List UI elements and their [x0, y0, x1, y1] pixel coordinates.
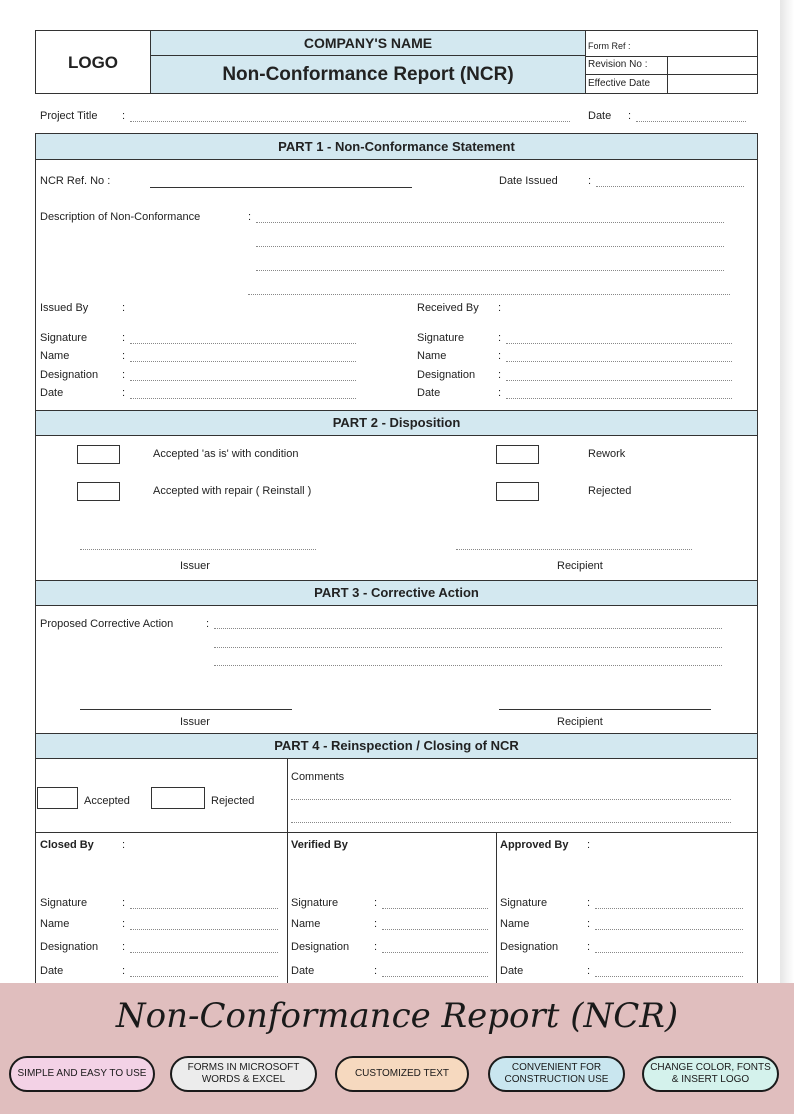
verified-by-designation-field[interactable] — [382, 952, 488, 953]
banner-title: Non-Conformance Report (NCR) — [115, 996, 679, 1036]
effective-date-label: Effective Date — [588, 78, 651, 89]
description-line[interactable] — [256, 270, 724, 271]
page-edge — [780, 0, 794, 1000]
issued-by-label: Issued By — [40, 302, 89, 314]
issuer-date-field[interactable] — [130, 398, 356, 399]
colon: : — [206, 618, 210, 630]
corrective-action-line[interactable] — [214, 628, 722, 629]
colon: : — [498, 387, 502, 399]
date-label: Date — [40, 387, 64, 399]
colon: : — [374, 918, 378, 930]
corrective-action-line[interactable] — [214, 665, 722, 666]
date-label: Date — [291, 965, 315, 977]
issuer-signature-line[interactable] — [80, 549, 316, 550]
feature-pill — [335, 1056, 469, 1092]
accepted-as-is-checkbox[interactable] — [77, 445, 120, 464]
part4-heading: PART 4 - Reinspection / Closing of NCR — [36, 734, 757, 759]
colon: : — [122, 941, 126, 953]
rework-label: Rework — [588, 448, 626, 460]
closed-by-designation-field[interactable] — [130, 952, 278, 953]
ncr-ref-label: NCR Ref. No : — [40, 175, 111, 187]
designation-label: Designation — [500, 941, 559, 953]
pill-text: CHANGE COLOR, FONTS — [650, 1062, 771, 1073]
feature-pill — [170, 1056, 317, 1092]
colon: : — [122, 965, 126, 977]
divider — [585, 30, 586, 94]
feature-pill — [642, 1056, 779, 1092]
pill-text: CUSTOMIZED TEXT — [354, 1068, 450, 1079]
comments-line[interactable] — [291, 799, 731, 800]
colon: : — [122, 387, 126, 399]
verified-by-label: Verified By — [291, 839, 348, 851]
date-label: Date — [417, 387, 441, 399]
colon: : — [122, 332, 126, 344]
pill-text: CONSTRUCTION USE — [504, 1074, 609, 1085]
part1-heading: PART 1 - Non-Conformance Statement — [36, 134, 757, 160]
accepted-with-repair-label: Accepted with repair ( Reinstall ) — [153, 485, 312, 497]
designation-label: Designation — [417, 369, 476, 381]
comments-line[interactable] — [291, 822, 731, 823]
colon: : — [498, 332, 502, 344]
approved-by-designation-field[interactable] — [595, 952, 743, 953]
recipient-designation-field[interactable] — [506, 380, 732, 381]
verified-by-date-field[interactable] — [382, 976, 488, 977]
rejected-label: Rejected — [588, 485, 632, 497]
signature-label: Signature — [417, 332, 465, 344]
name-label: Name — [500, 918, 530, 930]
recipient-label: Recipient — [557, 716, 603, 728]
colon: : — [374, 897, 378, 909]
closed-by-signature-field[interactable] — [130, 908, 278, 909]
pill-text: FORMS IN MICROSOFT — [187, 1062, 300, 1073]
corrective-action-line[interactable] — [214, 647, 722, 648]
recipient-label: Recipient — [557, 560, 603, 572]
recipient-name-field[interactable] — [506, 361, 732, 362]
feature-pill — [488, 1056, 625, 1092]
rejected-checkbox[interactable] — [496, 482, 539, 501]
reinspection-rejected-checkbox[interactable] — [151, 787, 205, 809]
issuer-label: Issuer — [180, 716, 210, 728]
pill-text: SIMPLE AND EASY TO USE — [17, 1068, 147, 1079]
revision-no-label: Revision No : — [588, 59, 648, 70]
colon: : — [374, 941, 378, 953]
issuer-designation-field[interactable] — [130, 380, 356, 381]
signature-label: Signature — [40, 332, 88, 344]
colon: : — [122, 369, 126, 381]
closed-by-date-field[interactable] — [130, 976, 278, 977]
received-by-label: Received By — [417, 302, 479, 314]
colon: : — [587, 839, 591, 851]
date-field[interactable] — [636, 121, 746, 122]
divider — [496, 832, 497, 985]
colon: : — [374, 965, 378, 977]
issuer-name-field[interactable] — [130, 361, 356, 362]
accepted-as-is-label: Accepted 'as is' with condition — [153, 448, 299, 460]
colon: : — [628, 110, 632, 122]
colon: : — [248, 211, 252, 223]
date-issued-field[interactable] — [596, 186, 744, 187]
logo-placeholder: LOGO — [67, 53, 119, 72]
accepted-label: Accepted — [84, 795, 130, 807]
description-label: Description of Non-Conformance — [40, 211, 201, 223]
divider — [585, 56, 758, 57]
colon: : — [498, 369, 502, 381]
colon: : — [122, 839, 126, 851]
signature-label: Signature — [500, 897, 548, 909]
colon: : — [122, 918, 126, 930]
rejected-label: Rejected — [211, 795, 255, 807]
colon: : — [122, 897, 126, 909]
approved-by-date-field[interactable] — [595, 976, 743, 977]
colon: : — [122, 350, 126, 362]
signature-label: Signature — [291, 897, 339, 909]
issuer-signature-field[interactable] — [130, 343, 356, 344]
date-issued-label: Date Issued — [499, 175, 558, 187]
description-line[interactable] — [256, 246, 724, 247]
divider — [287, 759, 288, 985]
recipient-signature-line[interactable] — [456, 549, 692, 550]
recipient-date-field[interactable] — [506, 398, 732, 399]
colon: : — [587, 897, 591, 909]
divider — [35, 832, 758, 833]
designation-label: Designation — [40, 941, 99, 953]
signature-label: Signature — [40, 897, 88, 909]
date-label: Date — [40, 965, 64, 977]
date-label: Date — [500, 965, 524, 977]
name-label: Name — [417, 350, 447, 362]
description-line[interactable] — [248, 294, 730, 295]
name-label: Name — [291, 918, 321, 930]
colon: : — [587, 965, 591, 977]
project-title-label: Project Title — [40, 110, 98, 122]
divider — [667, 56, 668, 94]
colon: : — [588, 175, 592, 187]
divider — [585, 74, 758, 75]
form-ref-label: Form Ref : — [588, 41, 631, 51]
part3-heading: PART 3 - Corrective Action — [36, 581, 757, 606]
rework-checkbox[interactable] — [496, 445, 539, 464]
colon: : — [587, 941, 591, 953]
approved-by-label: Approved By — [500, 839, 569, 851]
pill-text: & INSERT LOGO — [671, 1074, 750, 1085]
issuer-label: Issuer — [180, 560, 210, 572]
colon: : — [498, 302, 502, 314]
colon: : — [122, 302, 126, 314]
approved-by-name-field[interactable] — [595, 929, 743, 930]
recipient-signature-field[interactable] — [506, 343, 732, 344]
verified-by-name-field[interactable] — [382, 929, 488, 930]
reinspection-accepted-checkbox[interactable] — [37, 787, 78, 809]
colon: : — [122, 110, 126, 122]
pill-text: WORDS & EXCEL — [201, 1074, 286, 1085]
name-label: Name — [40, 918, 70, 930]
pill-text: CONVENIENT FOR — [511, 1062, 602, 1073]
designation-label: Designation — [40, 369, 99, 381]
recipient-signature-line[interactable] — [499, 709, 711, 710]
verified-by-signature-field[interactable] — [382, 908, 488, 909]
divider — [150, 55, 585, 56]
designation-label: Designation — [291, 941, 350, 953]
date-label: Date — [588, 110, 612, 122]
approved-by-signature-field[interactable] — [595, 908, 743, 909]
comments-label: Comments — [291, 771, 345, 783]
colon: : — [587, 918, 591, 930]
description-line[interactable] — [256, 222, 724, 223]
feature-pill — [9, 1056, 155, 1092]
colon: : — [498, 350, 502, 362]
part2-heading: PART 2 - Disposition — [36, 411, 757, 436]
form-body — [35, 133, 758, 985]
issuer-signature-line[interactable] — [80, 709, 292, 710]
closed-by-name-field[interactable] — [130, 929, 278, 930]
closed-by-label: Closed By — [40, 839, 94, 851]
proposed-action-label: Proposed Corrective Action — [40, 618, 174, 630]
page-title: Non-Conformance Report (NCR) — [222, 64, 514, 85]
company-name: COMPANY'S NAME — [303, 35, 433, 51]
accepted-with-repair-checkbox[interactable] — [77, 482, 120, 501]
name-label: Name — [40, 350, 70, 362]
project-title-field[interactable] — [130, 121, 570, 122]
ncr-ref-field[interactable] — [150, 187, 412, 188]
